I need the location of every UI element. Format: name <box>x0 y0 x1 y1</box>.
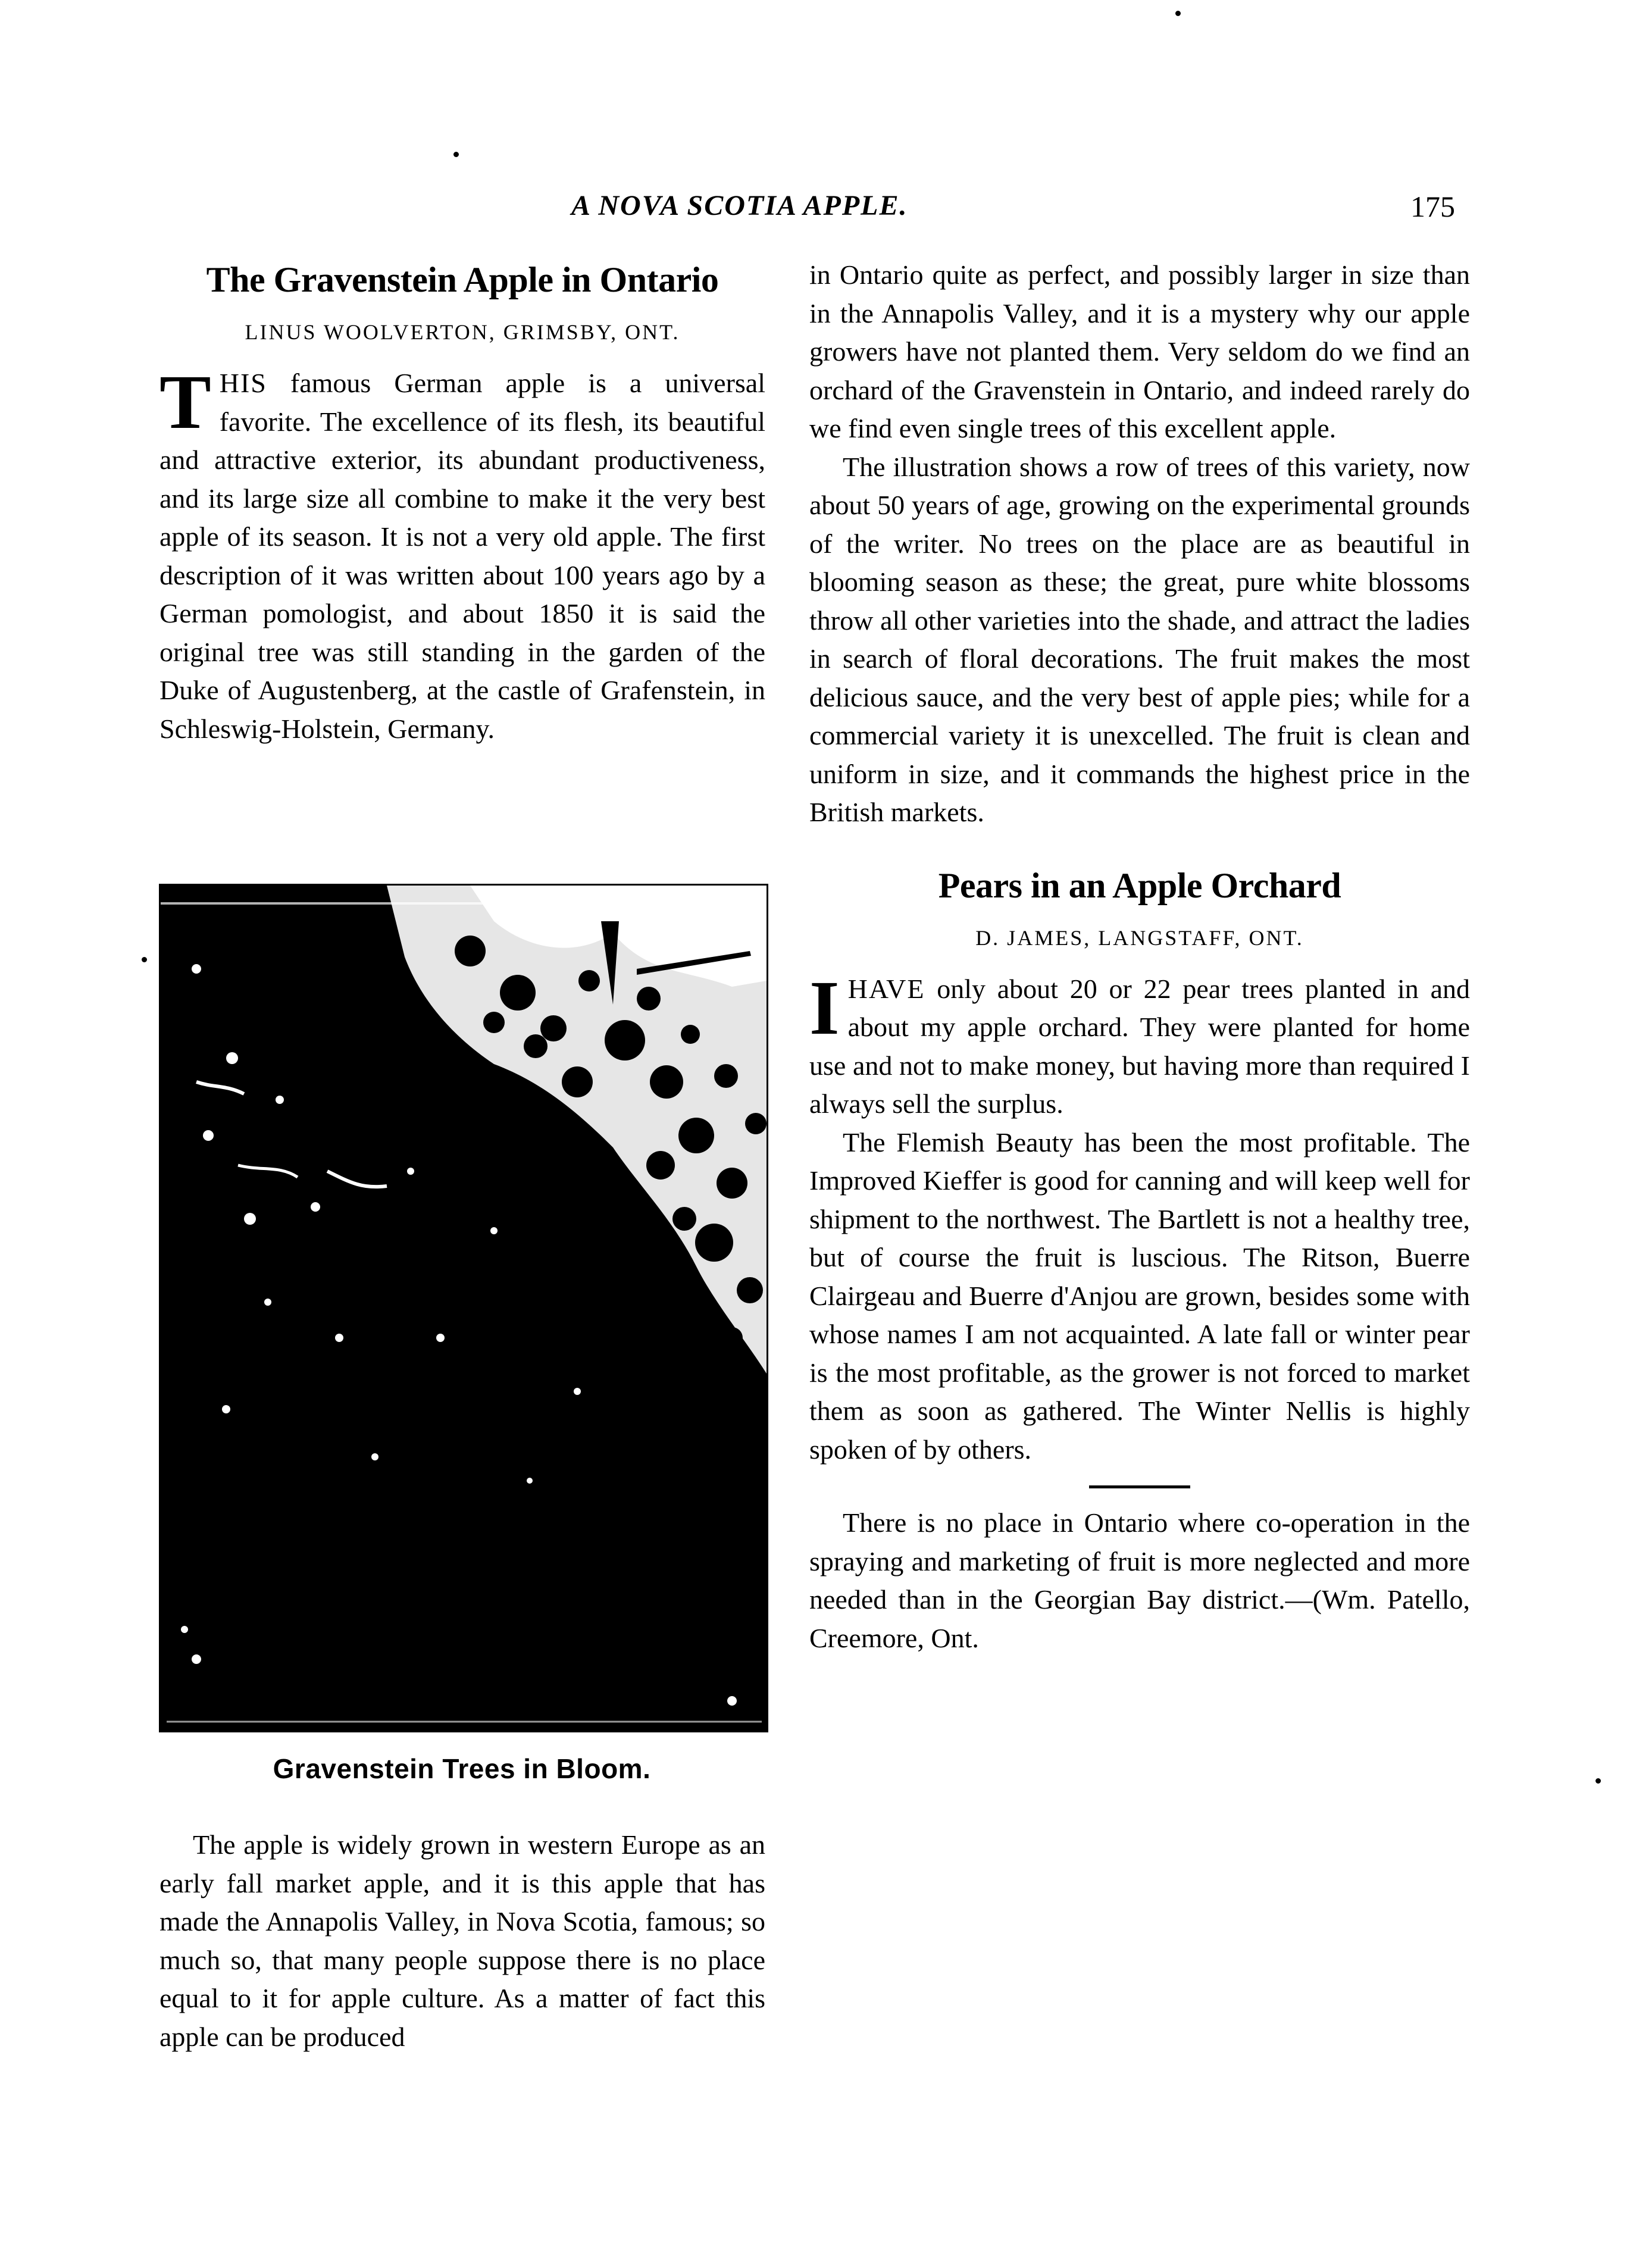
article-title-gravenstein: The Gravenstein Apple in Ontario <box>206 260 719 299</box>
running-head: A NOVA SCOTIA APPLE. <box>571 190 908 221</box>
page-number: 175 <box>1410 190 1455 223</box>
scan-speck <box>1175 11 1181 16</box>
paragraph-text: only about 20 or 22 pear trees planted in and about my apple orchard. They were planted for home use and not to make money, but having more than required I always sell the surplus. <box>809 973 1470 1119</box>
note-paragraph: There is no place in Ontario where co-operation in the spraying and marketing of fruit is more neglected and more needed than in the Georgian Bay district.—(Wm. Patello, Creemore, Ont. <box>809 1507 1470 1653</box>
paragraph-text: famous German apple is a universal favorite. The excellence of its flesh, its beautiful and attractive exterior, its abundant productiveness, and its large size all combine to make it the very best apple of its season. It is not a very old apple. The first description of it was written about 100 years ago by a German pomologist, and about 1850 it is said the original tree was still standing in the garden of the Duke of Augustenberg, at the castle of Grafenstein, in Schleswig-Holstein, Germany. <box>159 368 765 744</box>
drop-cap-letter: I <box>809 965 840 1051</box>
article1-paragraph-2-continued: in Ontario quite as perfect, and possibly larger in size than in the Annapolis Valley, and it is a mystery why our apple growers have not planted them. Very seldom do we find an orchard of the Gravenstein in Ontario, and indeed rarely do we find even single trees of this excellent apple. <box>809 259 1470 443</box>
lead-word: HIS <box>219 368 267 398</box>
scan-speck <box>142 957 147 962</box>
article2-paragraph-1 <box>809 965 1470 1124</box>
lead-word: HAVE <box>847 973 925 1004</box>
article1-paragraph-2: The apple is widely grown in western Europe as an early fall market apple, and it is this apple that has made the Annapolis Valley, in Nova Scotia, famous; so much so, that many people suppose there is no place equal to it for apple culture. As a matter of fact this apple can be produced <box>159 1829 765 2052</box>
article1-paragraph-3: The illustration shows a row of trees of this variety, now about 50 years of age, growing on the experimental grounds of the writer. No trees on the place are as beautiful in blooming season as these; the great, pure white blossoms throw all other varieties into the shade, and attract the ladies in search of floral decorations. The fruit makes the most delicious sauce, and the very best of apple pies; while for a commercial variety it is unexcelled. The fruit is clean and uniform in size, and it commands the highest price in the British markets. <box>809 451 1470 827</box>
photo-blossoms-graphic <box>161 886 767 1731</box>
left-column-bottom <box>159 1826 765 2056</box>
figure-photo-gravenstein-trees <box>159 884 768 1732</box>
section-divider-rule <box>1089 1485 1190 1488</box>
scan-speck <box>1596 1778 1601 1784</box>
left-column <box>159 256 765 748</box>
figure-caption: Gravenstein Trees in Bloom. <box>273 1753 651 1784</box>
article1-paragraph-1 <box>159 359 765 748</box>
drop-cap-letter: T <box>159 359 211 445</box>
article-title-pears: Pears in an Apple Orchard <box>938 865 1341 905</box>
scan-speck <box>453 152 459 157</box>
article-byline-woolverton: LINUS WOOLVERTON, GRIMSBY, ONT. <box>245 320 680 344</box>
article2-paragraph-2: The Flemish Beauty has been the most profitable. The Improved Kieffer is good for canning and will keep well for shipment to the northwest. The Bartlett is not a healthy tree, but of course the fruit is luscious. The Ritson, Buerre Clairgeau and Buerre d'Anjou are grown, besides some with whose names I am not acquainted. A late fall or winter pear is the most profitable, as the grower is not forced to market them as soon as gathered. The Winter Nellis is highly spoken of by others. <box>809 1127 1470 1465</box>
right-column <box>809 256 1470 1657</box>
article-byline-james: D. JAMES, LANGSTAFF, ONT. <box>975 925 1304 950</box>
